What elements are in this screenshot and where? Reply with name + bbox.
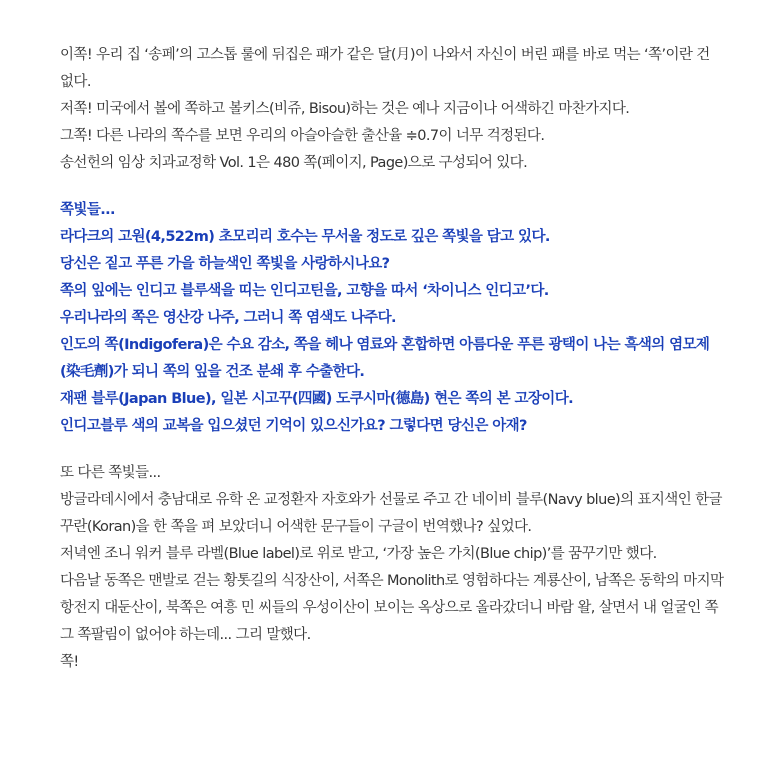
paragraph-naju: 우리나라의 쪽은 영산강 나주, 그러니 쪽 염색도 나주다. [60,310,396,326]
paragraph-japan-blue: 재팬 블루(Japan Blue), 일본 시고꾸(四國) 도쿠시마(德島) 현은 쪽의 본 고장이다. [60,391,574,407]
paragraph-page-count: 송선헌의 임상 치과교정학 Vol. 1은 480 쪽(페이지, Page)으로 구성되어 있다. [60,155,528,171]
paragraph-navy-koran: 방글라데시에서 충남대로 유학 온 교정환자 자호와가 선물로 주고 간 네이비 블루(Navy blue)의 표지색인 한글 꾸란(Koran)을 한 쪽을 펴 보았더니 어색한 문구들이 구글이 번역했나? 싶었다. [60,492,722,535]
section-indigo-colors [60,197,732,440]
paragraph-indigofera: 인도의 쪽(Indigofera)은 수요 감소, 쪽을 헤나 염료와 혼합하면 아름다운 푸른 광택이 나는 흑색의 염모제(染毛劑)가 되니 쪽의 잎을 건조 분쇄 후 수출한다. [60,337,710,380]
paragraph-ijjok: 이쪽! 우리 집 ‘송페’의 고스톱 룰에 뒤집은 패가 같은 달(月)이 나와서 자신이 버린 패를 바로 먹는 ‘쪽’이란 건 없다. [60,47,710,90]
section-spacer [60,440,732,460]
paragraph-blue-label: 저녁엔 조니 워커 블루 라벨(Blue label)로 위로 받고, ‘가장 높은 가치(Blue chip)’를 꿈꾸기만 했다. [60,546,657,562]
section-heading-indigo: 쪽빛들... [60,202,115,218]
paragraph-four-directions: 다음날 동쪽은 맨발로 걷는 황톳길의 식장산이, 서쪽은 Monolith로 영험하다는 계룡산이, 남쪽은 동학의 마지막 항전지 대둔산이, 북쪽은 여흥 민 씨들의 우성이산이 보이는 옥상으로 올라갔더니 바람 왈, 살면서 내 얼굴인 쪽 그 쪽팔림이 없어야 하는데... 그리 말했다. [60,573,724,643]
paragraph-chinese-indigo: 쪽의 잎에는 인디고 블루색을 띠는 인디고틴을, 고향을 따서 ‘차이니스 인디고’다. [60,283,549,299]
paragraph-school-uniform: 인디고블루 색의 교복을 입으셨던 기억이 있으신가요? 그렇다면 당신은 아재? [60,418,527,434]
section-other-blues [60,460,732,676]
section-heading-other: 또 다른 쪽빛들... [60,465,161,481]
paragraph-closing: 쪽! [60,654,79,670]
paragraph-geujjok: 그쪽! 다른 나라의 쪽수를 보면 우리의 아슬아슬한 출산율 ≑0.7이 너무 걱정된다. [60,128,545,144]
section-spacer [60,177,732,197]
section-jjok-meanings [60,42,732,177]
paragraph-autumn-sky: 당신은 짙고 푸른 가을 하늘색인 쪽빛을 사랑하시나요? [60,256,390,272]
blog-post-body [60,42,732,676]
paragraph-ladakh: 라다크의 고원(4,522m) 초모리리 호수는 무서울 정도로 깊은 쪽빛을 담고 있다. [60,229,550,245]
paragraph-jeojjok: 저쪽! 미국에서 볼에 쪽하고 볼키스(비쥬, Bisou)하는 것은 예나 지금이나 어색하긴 마찬가지다. [60,101,630,117]
